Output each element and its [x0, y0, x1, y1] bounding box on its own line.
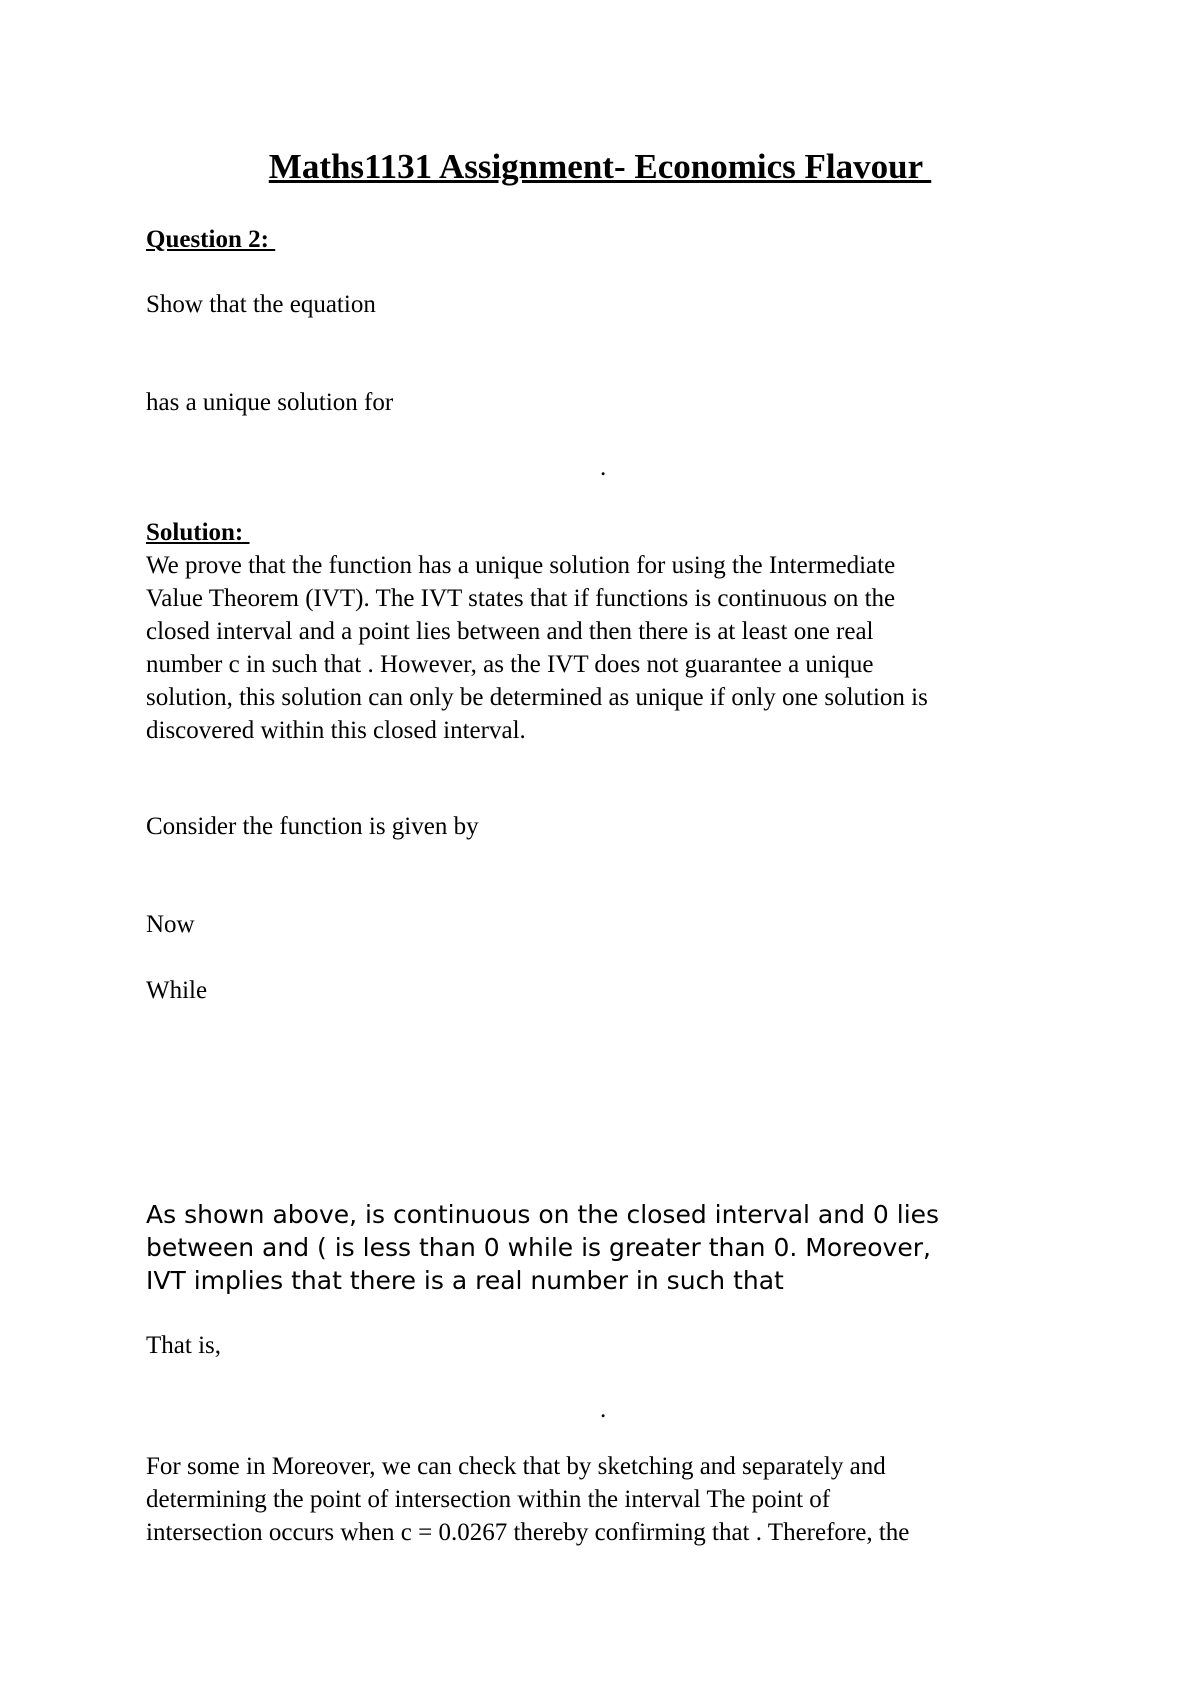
- paragraph-line: Value Theorem (IVT). The IVT states that if functions is continuous on the: [146, 585, 896, 612]
- paragraph-line: closed interval and a point lies between and then there is at least one real: [146, 618, 874, 645]
- that-is-text: That is,: [146, 1332, 221, 1359]
- solution-paragraph: [146, 549, 1066, 747]
- paragraph-line: IVT implies that there is a real number in such that: [146, 1266, 784, 1295]
- unique-solution-text: has a unique solution for: [146, 389, 394, 416]
- paragraph-line: intersection occurs when c = 0.0267 thereby confirming that . Therefore, the: [146, 1519, 910, 1546]
- paragraph-line: between and ( is less than 0 while is greater than 0. Moreover,: [146, 1233, 931, 1262]
- paragraph-line: We prove that the function has a unique solution for using the Intermediate: [146, 552, 896, 579]
- paragraph-line: For some in Moreover, we can check that by sketching and separately and: [146, 1453, 886, 1480]
- question-heading: Question 2:: [146, 226, 276, 253]
- separator-dot: .: [600, 1396, 607, 1423]
- consider-function-text: Consider the function is given by: [146, 813, 479, 840]
- paragraph-line: As shown above, is continuous on the closed interval and 0 lies: [146, 1200, 940, 1229]
- paragraph-line: number c in such that . However, as the IVT does not guarantee a unique: [146, 651, 874, 678]
- continuity-paragraph: [146, 1198, 1086, 1297]
- solution-heading: Solution:: [146, 519, 250, 546]
- document-title: Maths1131 Assignment- Economics Flavour: [268, 147, 932, 186]
- conclusion-paragraph: [146, 1450, 1066, 1549]
- now-text: Now: [146, 911, 195, 938]
- separator-dot: .: [600, 454, 607, 481]
- paragraph-line: discovered within this closed interval.: [146, 717, 526, 744]
- paragraph-line: solution, this solution can only be determined as unique if only one solution is: [146, 684, 928, 711]
- show-equation-text: Show that the equation: [146, 291, 376, 318]
- paragraph-line: determining the point of intersection within the interval The point of: [146, 1486, 831, 1513]
- while-text: While: [146, 977, 208, 1004]
